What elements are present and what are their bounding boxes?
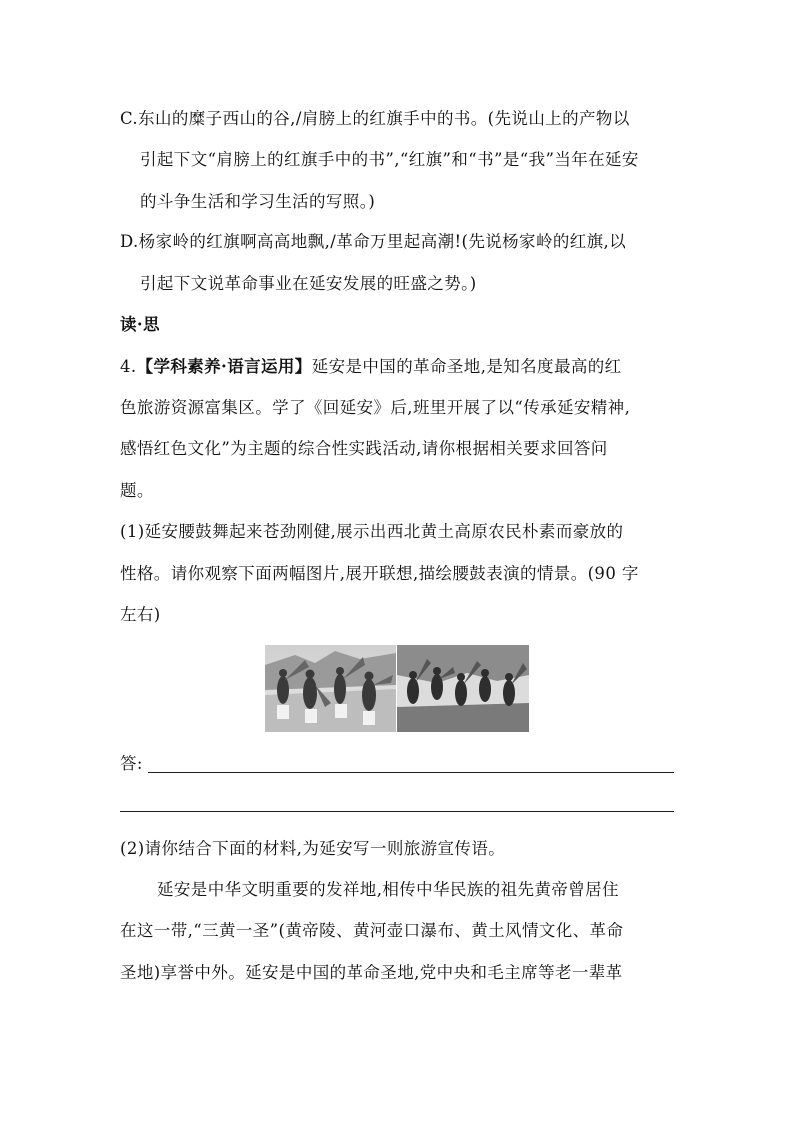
option-c-line-1: C.东山的糜子西山的谷,/肩膀上的红旗手中的书。(先说山上的产物以 [120,109,630,128]
question-4-line-2: 色旅游资源富集区。学了《回延安》后,班里开展了以“传承延安精神, [120,398,631,417]
option-c-line-2: 引起下文“肩膀上的红旗手中的书”,“红旗”和“书”是“我”当年在延安 [140,150,639,169]
sub-question-1-line-3: 左右) [120,605,161,624]
option-d-line-2: 引起下文说革命事业在延安发展的旺盛之势。) [140,274,477,293]
answer-line-1[interactable] [148,772,674,773]
question-4-line-1-text: 延安是中国的革命圣地,是知名度最高的红 [311,357,622,376]
sub-question-2-line-1: (2)请你结合下面的材料,为延安写一则旅游宣传语。 [120,839,506,858]
question-4-line-3: 感悟红色文化”为主题的综合性实践活动,请你根据相关要求回答问 [120,439,608,458]
material-line-1: 延安是中华文明重要的发祥地,相传中华民族的祖先黄帝曾居住 [157,880,619,899]
waist-drum-photo-left [265,645,396,732]
material-line-2: 在这一带,“三黄一圣”(黄帝陵、黄河壶口瀑布、黄土风情文化、革命 [120,921,624,940]
sub-question-1-line-1: (1)延安腰鼓舞起来苍劲刚健,展示出西北黄土高原农民朴素而豪放的 [120,522,624,541]
question-4-line-1 [120,357,622,377]
question-tag: 【学科素养·语言运用】 [136,357,312,376]
option-c-line-3: 的斗争生活和学习生活的写照。) [140,192,376,211]
option-d-line-1: D.杨家岭的红旗啊高高地飘,/革命万里起高潮!(先说杨家岭的红旗,以 [120,232,627,251]
answer-line-2[interactable] [120,811,674,812]
question-number: 4. [120,357,137,376]
material-line-3: 圣地)享誉中外。延安是中国的革命圣地,党中央和毛主席等老一辈革 [120,963,623,982]
section-title: 读·思 [120,315,160,334]
waist-drum-photo-right [397,645,529,732]
sub-question-1-line-2: 性格。请你观察下面两幅图片,展开联想,描绘腰鼓表演的情景。(90 字 [120,564,639,583]
answer-label: 答: [120,754,143,773]
question-4-line-4: 题。 [120,481,154,500]
